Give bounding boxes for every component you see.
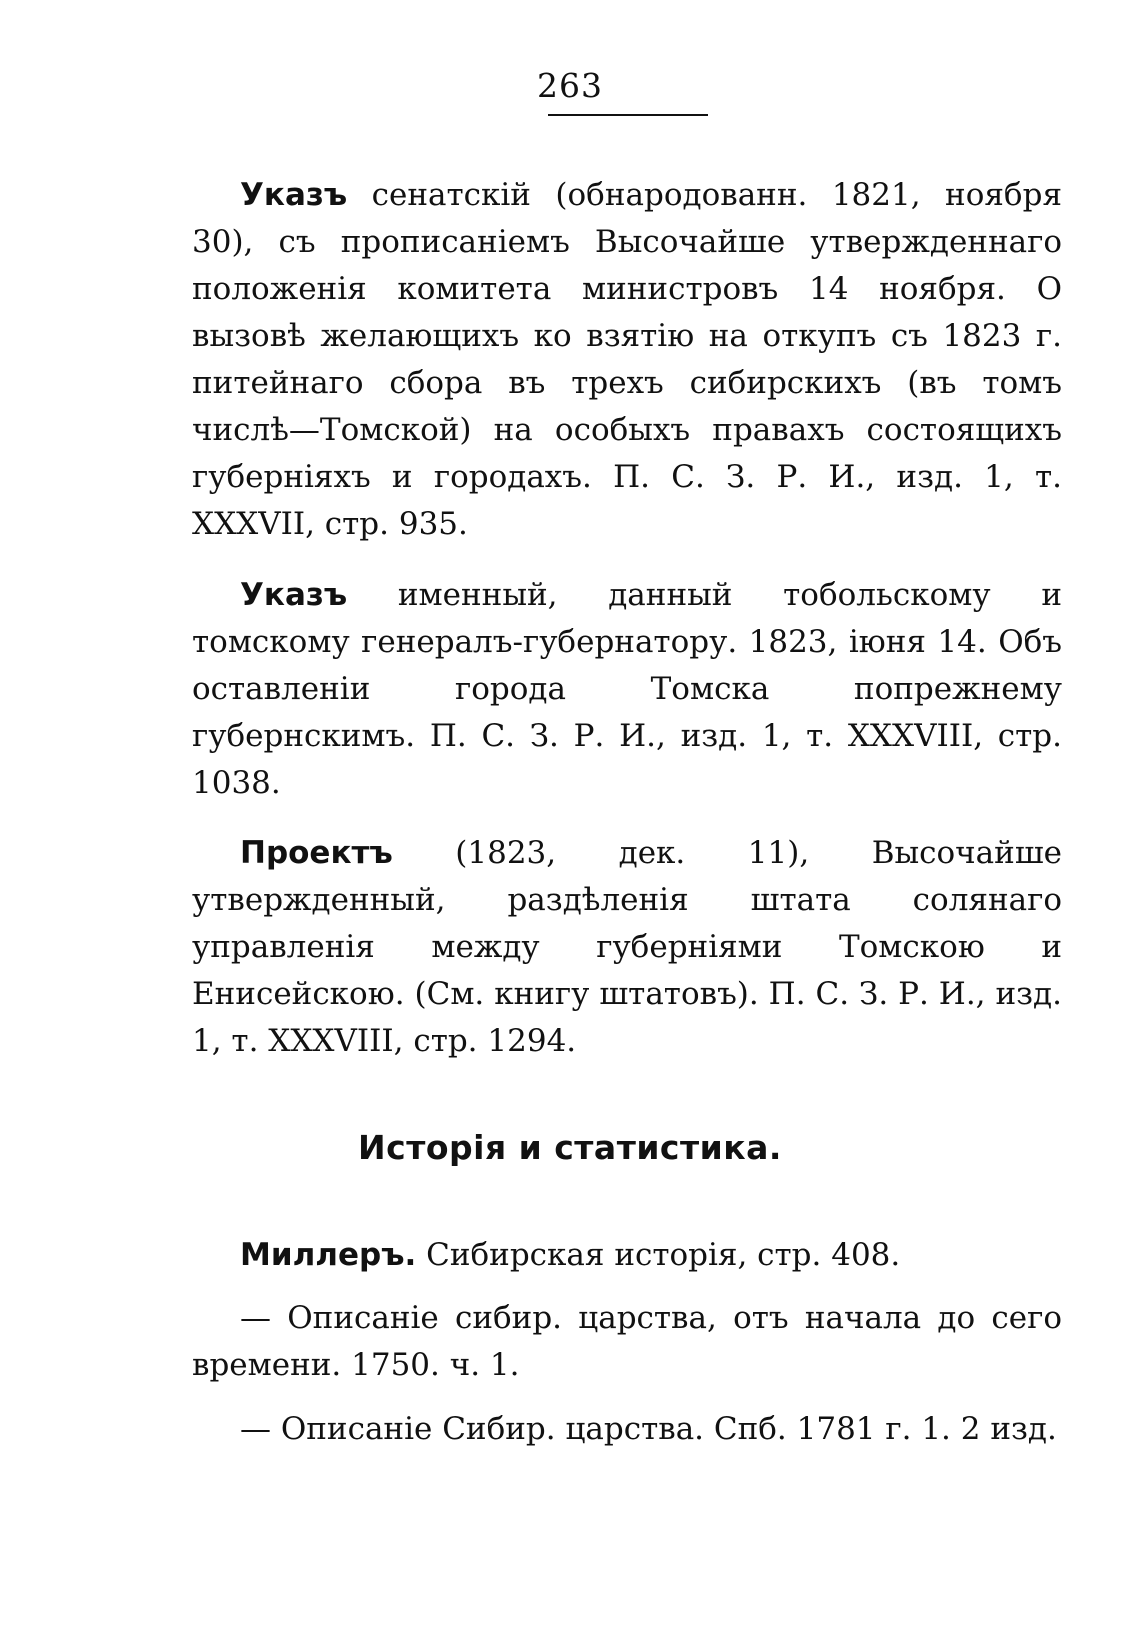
- entry-personal-decree-1823: [192, 572, 1062, 807]
- entry-senate-decree-1821: [192, 172, 1062, 548]
- page-number: 263: [537, 66, 603, 105]
- entry-text: — Описаніе сибир. царства, отъ начала до сего времени. 1750. ч. 1.: [192, 1300, 1062, 1383]
- entry-lead: Указъ: [240, 577, 348, 613]
- entry-miller-description-1750: [192, 1295, 1062, 1389]
- entry-project-1823: [192, 830, 1062, 1065]
- entry-text: Сибирская исторія, стр. 408.: [416, 1237, 901, 1273]
- page-number-rule: [548, 114, 708, 116]
- entry-text: сенатскій (обнародованн. 1821, ноября 30), съ прописаніемъ Высочайше утвержденнаго положенія комитета министровъ 14 ноября. О вызовѣ желающихъ ко взятію на откупъ съ 1823 г. питейнаго сбора въ трехъ сибирскихъ (въ томъ числѣ—Томской) на особыхъ правахъ состоящихъ губерніяхъ и городахъ. П. С. З. Р. И., изд. 1, т. XXXVII, стр. 935.: [192, 177, 1062, 542]
- entry-text: именный, данный тобольскому и томскому генералъ-губернатору. 1823, іюня 14. Объ оставленіи города Томска попрежнему губернскимъ. П. С. З. Р. И., изд. 1, т. XXXVIII, стр. 1038.: [192, 577, 1062, 801]
- entry-miller-description-1781: [192, 1406, 1062, 1453]
- entry-text: — Описаніе Сибир. царства. Спб. 1781 г. 1. 2 изд.: [240, 1411, 1057, 1447]
- entry-miller-history: [192, 1232, 1062, 1279]
- entry-text: (1823, дек. 11), Высочайше утвержденный, раздѣленія штата солянаго управленія между губерніями Томскою и Енисейскою. (См. книгу штатовъ). П. С. З. Р. И., изд. 1, т. XXXVIII, стр. 1294.: [192, 835, 1062, 1059]
- entry-lead: Указъ: [240, 177, 348, 213]
- entry-lead: Проектъ: [240, 835, 393, 871]
- section-heading: Исторія и статистика.: [358, 1128, 782, 1167]
- entry-lead: Миллеръ.: [240, 1237, 417, 1273]
